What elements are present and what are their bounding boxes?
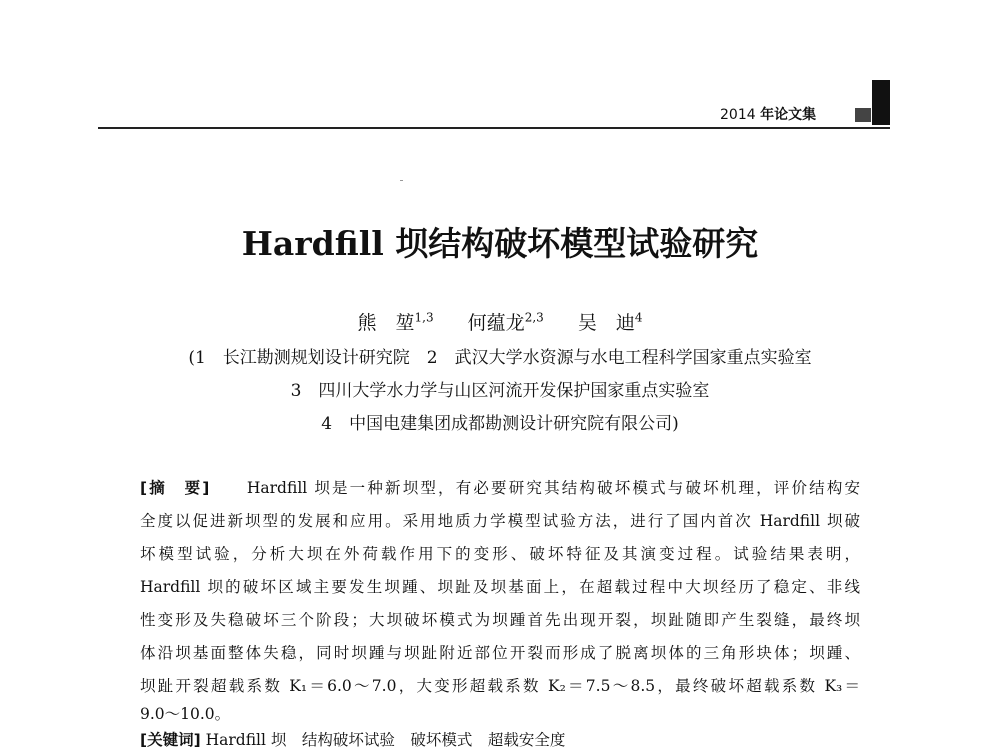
- keywords-line: [140, 728, 860, 750]
- abstract-line: 坝趾开裂超载系数 K₁＝6.0～7.0，大变形超载系数 K₂＝7.5～8.5，最终破坏超载系数 K₃＝: [140, 677, 860, 695]
- affiliation: 3 四川大学水力学与山区河流开发保护国家重点实验室: [290, 381, 710, 401]
- author-name: 熊 堃: [357, 312, 415, 334]
- header-logo-mark: [855, 108, 871, 122]
- affiliation: (1 长江勘测规划设计研究院 2 武汉大学水资源与水电工程科学国家重点实验室: [188, 348, 812, 368]
- author-affil: 4: [634, 310, 643, 325]
- running-header: [720, 104, 816, 124]
- author-name: 何蕴龙: [467, 312, 525, 334]
- abstract-line: 9.0～10.0。: [140, 705, 231, 723]
- abstract-line: Hardfill 坝的破坏区域主要发生坝踵、坝趾及坝基面上，在超载过程中大坝经历了稳定、非线: [140, 578, 860, 596]
- header-year: 2014: [720, 107, 756, 123]
- abstract-line: 坏模型试验，分析大坝在外荷载作用下的变形、破坏特征及其演变过程。试验结果表明，: [140, 545, 860, 563]
- header-rule: [98, 127, 890, 129]
- header-black-tab: [872, 80, 890, 125]
- paper-title: Hardfill 坝结构破坏模型试验研究: [241, 224, 759, 263]
- author-affil: 2,3: [524, 310, 544, 325]
- abstract-line: 体沿坝基面整体失稳，同时坝踵与坝趾附近部位开裂而形成了脱离坝体的三角形块体；坝踵、: [140, 644, 860, 662]
- header-label: 年论文集: [760, 107, 817, 123]
- abstract-label: [摘 要]: [140, 479, 210, 497]
- affiliation: 4 中国电建集团成都勘测设计研究院有限公司): [321, 414, 679, 434]
- abstract-text: Hardfill 坝是一种新坝型，有必要研究其结构破坏模式与破坏机理，评价结构安: [246, 479, 860, 497]
- abstract-line: 性变形及失稳破坏三个阶段；大坝破坏模式为坝踵首先出现开裂，坝趾随即产生裂缝，最终坝: [140, 611, 860, 629]
- scan-speck: [400, 180, 403, 181]
- keywords-label: [关键词]: [140, 731, 201, 749]
- abstract-line: [140, 476, 860, 498]
- author-affil: 1,3: [414, 310, 434, 325]
- author: [578, 312, 643, 334]
- author: [468, 312, 544, 334]
- author: [358, 312, 434, 334]
- author-list: [0, 308, 1000, 335]
- keywords-text: Hardfill 坝 结构破坏试验 破坏模式 超载安全度: [205, 731, 566, 749]
- abstract-line: 全度以促进新坝型的发展和应用。采用地质力学模型试验方法，进行了国内首次 Hardfill 坝破: [140, 512, 860, 530]
- author-name: 吴 迪: [577, 312, 635, 334]
